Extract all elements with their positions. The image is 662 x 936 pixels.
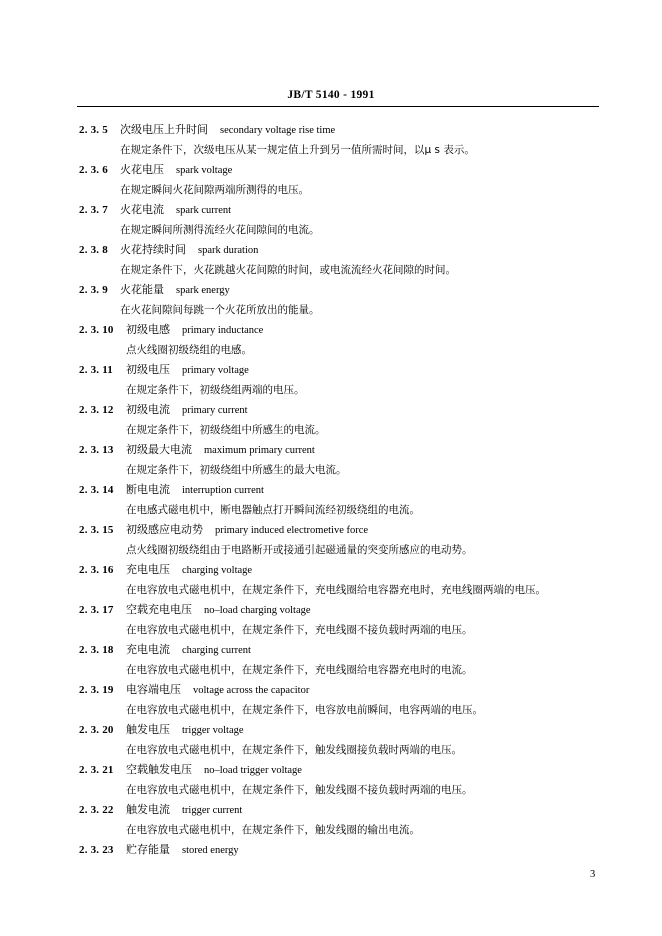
clause-number: 2. 3. 21 [79,764,114,776]
term-line [79,280,604,300]
clause-number: 2. 3. 11 [79,364,113,376]
term-chinese: 次级电压上升时间 [120,123,208,136]
document-header-code: JB/T 5140 - 1991 [287,89,375,101]
clause-number: 2. 3. 7 [79,204,108,216]
term-english: secondary voltage rise time [220,125,336,136]
definition-entry [79,560,604,600]
clause-number: 2. 3. 12 [79,404,114,416]
term-english: no–load trigger voltage [204,765,302,776]
definition-entry [79,440,604,480]
term-english: spark energy [176,285,230,296]
term-definition: 在电容放电式磁电机中，在规定条件下，触发线圈的输出电流。 [126,824,420,836]
clause-number: 2. 3. 5 [79,124,108,136]
definition-list [79,120,604,880]
definition-entry [79,640,604,680]
term-definition: 在电容放电式磁电机中，在规定条件下，充电线圈给电容器充电时，充电线圈两端的电压。 [126,584,546,596]
term-chinese: 空载充电电压 [126,603,192,616]
term-line [79,640,604,660]
term-definition: 点火线圈初级绕组由于电路断开或接通引起磁通量的突变所感应的电动势。 [126,544,473,556]
page-number: 3 [590,869,596,880]
term-chinese: 贮存能量 [126,843,170,856]
definition-entry [79,360,604,400]
term-chinese: 初级电感 [126,323,170,336]
header-rule [77,106,599,107]
term-line [79,760,604,780]
term-chinese: 电容端电压 [126,683,181,696]
definition-entry [79,280,604,320]
term-chinese: 火花能量 [120,283,164,296]
term-line [79,600,604,620]
definition-entry [79,240,604,280]
term-chinese: 触发电压 [126,723,170,736]
definition-entry [79,600,604,640]
term-english: primary induced electrometive force [215,525,369,536]
clause-number: 2. 3. 16 [79,564,114,576]
term-line [79,200,604,220]
term-definition: 在规定瞬间火花间隙两端所测得的电压。 [120,184,309,196]
term-chinese: 充电电压 [126,563,170,576]
term-line [79,480,604,500]
term-english: trigger voltage [182,725,244,736]
term-line [79,680,604,700]
term-english: spark current [176,205,232,216]
clause-number: 2. 3. 14 [79,484,114,496]
term-definition: 在电感式磁电机中，断电器触点打开瞬间流经初级绕组的电流。 [126,504,420,516]
term-english: no–load charging voltage [204,605,311,616]
definition-entry [79,400,604,440]
definition-entry [79,120,604,160]
term-definition: 在规定条件下，初级绕组中所感生的电流。 [126,424,326,436]
clause-number: 2. 3. 15 [79,524,114,536]
term-english: charging current [182,645,251,656]
term-line [79,560,604,580]
clause-number: 2. 3. 17 [79,604,114,616]
term-chinese: 初级感应电动势 [126,523,203,536]
clause-number: 2. 3. 20 [79,724,114,736]
term-english: spark voltage [176,165,233,176]
definition-entry [79,200,604,240]
term-chinese: 充电电流 [126,643,170,656]
term-definition: 在电容放电式磁电机中，在规定条件下，充电线圈不接负载时两端的电压。 [126,624,473,636]
definition-entry [79,480,604,520]
term-line [79,800,604,820]
term-definition: 在电容放电式磁电机中，在规定条件下，触发线圈不接负载时两端的电压。 [126,784,473,796]
term-definition: 在规定条件下，火花跳越火花间隙的时间，或电流流经火花间隙的时间。 [120,264,456,276]
term-definition: 在电容放电式磁电机中，在规定条件下，充电线圈给电容器充电时的电流。 [126,664,473,676]
term-chinese: 火花电流 [120,203,164,216]
term-english: primary current [182,405,248,416]
term-line [79,400,604,420]
term-english: maximum primary current [204,445,315,456]
term-chinese: 初级最大电流 [126,443,192,456]
term-english: trigger current [182,805,243,816]
clause-number: 2. 3. 10 [79,324,114,336]
term-line [79,320,604,340]
definition-entry [79,840,604,880]
definition-entry [79,160,604,200]
clause-number: 2. 3. 23 [79,844,114,856]
term-english: stored energy [182,845,239,856]
term-english: interruption current [182,485,264,496]
term-definition: 在火花间隙间每跳一个火花所放出的能量。 [120,304,320,316]
definition-entry [79,520,604,560]
term-english: primary inductance [182,325,264,336]
term-line [79,160,604,180]
term-english: voltage across the capacitor [193,685,310,696]
term-line [79,240,604,260]
term-line [79,120,604,140]
definition-entry [79,720,604,760]
term-line [79,440,604,460]
term-chinese: 触发电流 [126,803,170,816]
clause-number: 2. 3. 8 [79,244,108,256]
term-definition: 在规定条件下，次级电压从某一规定值上升到另一值所需时间，以μ s 表示。 [120,144,475,156]
term-english: charging voltage [182,565,253,576]
definition-entry [79,320,604,360]
term-definition: 在规定条件下，初级绕组两端的电压。 [126,384,305,396]
term-chinese: 火花电压 [120,163,164,176]
definition-entry [79,800,604,840]
clause-number: 2. 3. 18 [79,644,114,656]
term-definition: 点火线圈初级绕组的电感。 [126,344,252,356]
clause-number: 2. 3. 6 [79,164,108,176]
term-chinese: 断电电流 [126,483,170,496]
term-chinese: 空载触发电压 [126,763,192,776]
term-english: primary voltage [182,365,249,376]
clause-number: 2. 3. 19 [79,684,114,696]
clause-number: 2. 3. 9 [79,284,108,296]
term-chinese: 初级电流 [126,403,170,416]
term-definition: 在电容放电式磁电机中，在规定条件下，电容放电前瞬间，电容两端的电压。 [126,704,483,716]
term-english: spark duration [198,245,259,256]
term-line [79,520,604,540]
definition-entry [79,680,604,720]
definition-entry [79,760,604,800]
clause-number: 2. 3. 13 [79,444,114,456]
term-line [79,720,604,740]
term-chinese: 火花持续时间 [120,243,186,256]
term-chinese: 初级电压 [126,363,170,376]
term-line [79,360,604,380]
term-definition: 在规定条件下，初级绕组中所感生的最大电流。 [126,464,347,476]
clause-number: 2. 3. 22 [79,804,114,816]
term-line [79,840,604,860]
term-definition: 在电容放电式磁电机中，在规定条件下，触发线圈接负载时两端的电压。 [126,744,462,756]
term-definition: 在规定瞬间所测得流经火花间隙间的电流。 [120,224,320,236]
